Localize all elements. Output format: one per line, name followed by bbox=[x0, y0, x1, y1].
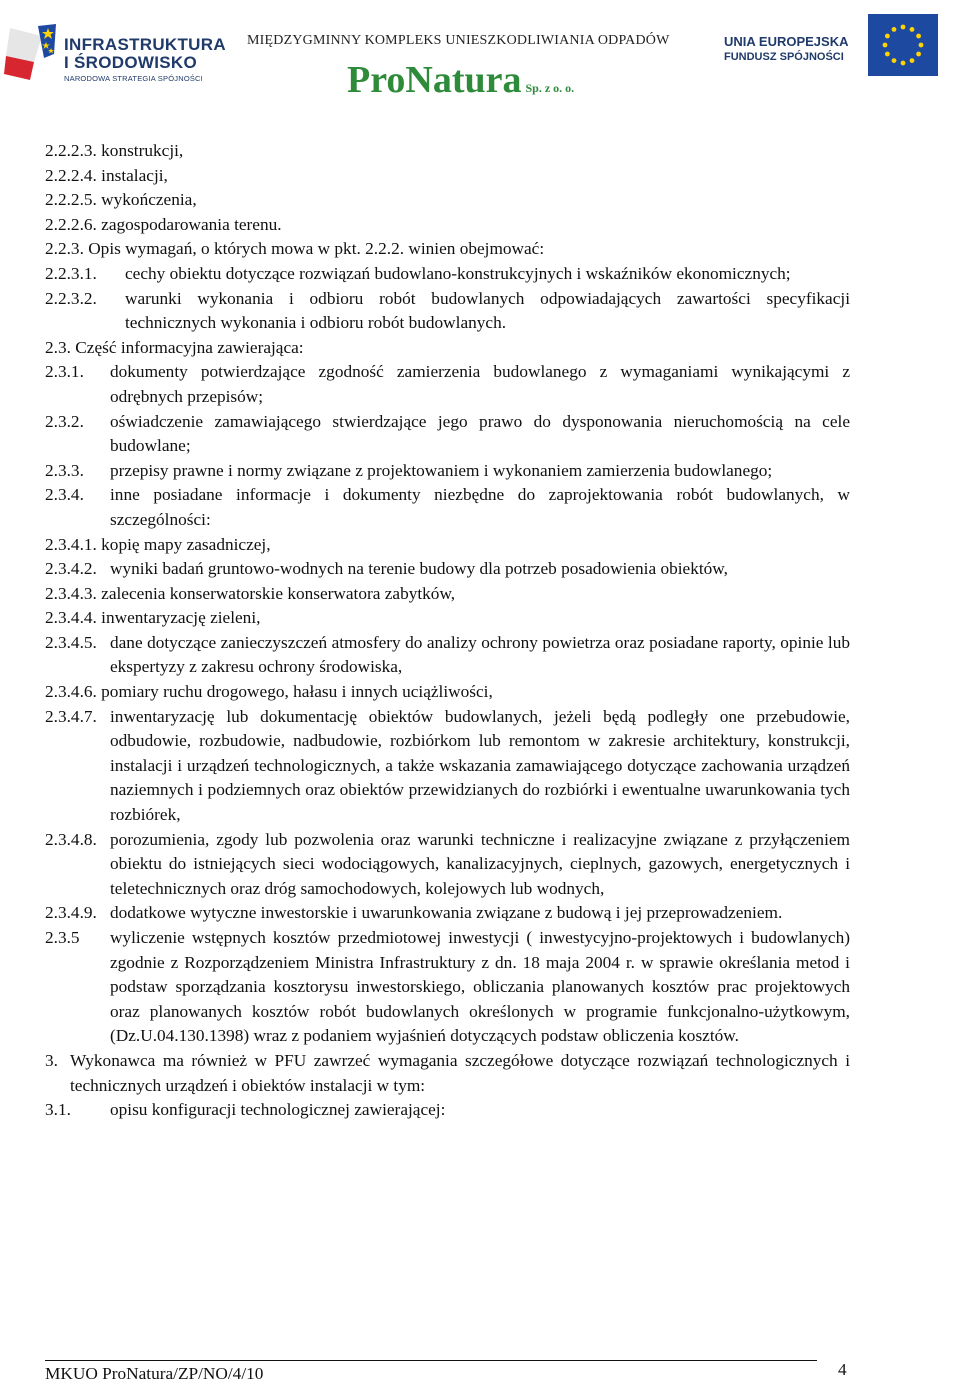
item-text: dane dotyczące zanieczyszczeń atmosfery do analizy ochrony powietrza oraz posiadane raporty, opinie lub ekspertyzy z zakresu ochrony środowiska, bbox=[110, 632, 850, 677]
item-number: 2.3.4. bbox=[45, 485, 89, 505]
list-item bbox=[45, 901, 850, 926]
brand-name: ProNatura bbox=[347, 59, 522, 101]
logo-line-3: NARODOWA STRATEGIA SPÓJNOŚCI bbox=[64, 74, 203, 83]
logo-line-1: INFRASTRUKTURA bbox=[64, 35, 226, 54]
item-text: 2.3.4.6. pomiary ruchu drogowego, hałasu i innych uciążliwości, bbox=[45, 682, 493, 702]
item-text: inwentaryzację lub dokumentację obiektów budowlanych, jeżeli będą podległy one przebudowie, odbudowie, rozbudowie, nadbudowie, rozbiórkom lub remontom w zakresie architektury, konstrukcji, instalacji i urządzeń technologicznych, a także wskazania zamawiającego dotyczące zachowania urządzeń naziemnych i podziemnych oraz obiektów przewidzianych do rozbiórki i ewentualne uwarunkowania tych rozbiórek, bbox=[110, 706, 850, 825]
item-text: 2.2.2.6. zagospodarowania terenu. bbox=[45, 214, 282, 234]
list-item bbox=[45, 1049, 850, 1098]
list-item bbox=[45, 828, 850, 902]
item-text: wyliczenie wstępnych kosztów przedmiotowej inwestycji ( inwestycyjno-projektowych i budowlanych) zgodnie z Rozporządzeniem Ministra Infrastruktury z dn. 18 maja 2004 r. w sprawie określania metod i podstaw sporządzania kosztorysu inwestorskiego, obliczania planowanych kosztów prac projektowych oraz planowanych kosztów robót budowlanych określonych w programie funkcjonalno-użytkowym, (Dz.U.04.130.1398) wraz z podaniem wyjaśnień dotyczących podstaw obliczenia kosztów. bbox=[110, 928, 850, 1046]
document-body bbox=[45, 139, 850, 1123]
item-text: 2.2.2.3. konstrukcji, bbox=[45, 141, 184, 160]
list-item bbox=[45, 631, 850, 680]
item-number: 2.3.4.2. bbox=[45, 559, 102, 579]
section-heading bbox=[45, 336, 850, 361]
item-text: wyniki badań gruntowo-wodnych na terenie budowy dla potrzeb posadowienia obiektów, bbox=[110, 559, 728, 579]
list-item bbox=[45, 287, 850, 336]
page-number: 4 bbox=[838, 1360, 847, 1379]
item-text: dodatkowe wytyczne inwestorskie i uwarunkowania związane z budową i jej przeprowadzeniem. bbox=[110, 903, 783, 923]
item-number: 2.3.2. bbox=[45, 411, 89, 431]
list-item bbox=[45, 557, 850, 582]
list-item bbox=[45, 164, 850, 189]
item-number: 3.1. bbox=[45, 1100, 76, 1120]
item-text: inne posiadane informacje i dokumenty niezbędne do zaprojektowania robót budowlanych, w szczególności: bbox=[110, 485, 850, 529]
item-text: 2.2.2.4. instalacji, bbox=[45, 165, 168, 185]
item-text: cechy obiektu dotyczące rozwiązań budowlano-konstrukcyjnych i wskaźników ekonomicznych; bbox=[125, 263, 791, 283]
item-number: 2.3.4.9. bbox=[45, 903, 102, 923]
list-item bbox=[45, 213, 850, 238]
item-number: 2.2.3.2. bbox=[45, 288, 102, 308]
item-text: 2.3.4.1. kopię mapy zasadniczej, bbox=[45, 534, 271, 554]
item-number: 2.3.4.7. bbox=[45, 706, 102, 726]
list-item bbox=[45, 188, 850, 213]
item-text: oświadczenie zamawiającego stwierdzające jego prawo do dysponowania nieruchomością na cele budowlane; bbox=[110, 411, 850, 456]
item-number: 2.3.3. bbox=[45, 460, 89, 480]
list-item bbox=[45, 606, 850, 631]
item-number: 2.3.4.5. bbox=[45, 632, 102, 652]
item-number: 2.3.4.8. bbox=[45, 829, 102, 849]
header-title: MIĘDZYGMINNY KOMPLEKS UNIESZKODLIWIANIA ODPADÓW bbox=[247, 33, 670, 48]
list-item bbox=[45, 705, 850, 828]
list-item bbox=[45, 410, 850, 459]
item-text: opisu konfiguracji technologicznej zawierającej: bbox=[110, 1100, 446, 1120]
brand-suffix: Sp. z o. o. bbox=[525, 81, 575, 95]
footer-divider bbox=[45, 1360, 817, 1361]
infrastruktura-srodowisko-logo bbox=[4, 14, 226, 90]
list-item bbox=[45, 360, 850, 409]
footer-doc-ref: MKUO ProNatura/ZP/NO/4/10 bbox=[45, 1364, 264, 1383]
item-text: warunki wykonania i odbioru robót budowlanych odpowiadających zawartości specyfikacji technicznych wykonania i odbioru robót budowlanych. bbox=[125, 288, 850, 333]
list-item bbox=[45, 262, 850, 287]
item-text: przepisy prawne i normy związane z projektowaniem i wykonaniem zamierzenia budowlanego; bbox=[110, 460, 773, 480]
item-text: 2.2.3. Opis wymagań, o których mowa w pkt. 2.2.2. winien obejmować: bbox=[45, 239, 545, 259]
item-text: Wykonawca ma również w PFU zawrzeć wymagania szczegółowe dotyczące rozwiązań technologicznych i technicznych urządzeń i obiektów instalacji w tym: bbox=[70, 1050, 850, 1095]
list-item bbox=[45, 237, 850, 262]
item-text: dokumenty potwierdzające zgodność zamierzenia budowlanego z wymaganiami wynikającymi z odrębnych przepisów; bbox=[110, 362, 850, 406]
list-item bbox=[45, 459, 850, 484]
item-text: porozumienia, zgody lub pozwolenia oraz warunki techniczne i realizacyjne związane z przyłączeniem obiektu do istniejących sieci wodociągowych, kanalizacyjnych, cieplnych, gazowych, energetycznych i teletechnicznych oraz dróg samochodowych, kolejowych lub wodnych, bbox=[110, 829, 850, 898]
eu-line-2: FUNDUSZ SPÓJNOŚCI bbox=[724, 51, 844, 63]
list-item bbox=[45, 680, 850, 705]
eu-line-1: UNIA EUROPEJSKA bbox=[724, 34, 849, 49]
item-number: 3. bbox=[45, 1050, 63, 1070]
list-item bbox=[45, 1098, 850, 1123]
item-number: 2.3.5 bbox=[45, 928, 84, 947]
item-text: 2.3.4.4. inwentaryzację zieleni, bbox=[45, 608, 261, 628]
item-text: 2.3.4.3. zalecenia konserwatorskie konserwatora zabytków, bbox=[45, 583, 456, 603]
item-number: 2.3.1. bbox=[45, 362, 89, 382]
list-item bbox=[45, 483, 850, 532]
eu-flag-icon bbox=[868, 14, 938, 76]
logo-line-2: I ŚRODOWISKO bbox=[64, 53, 197, 72]
list-item bbox=[45, 926, 850, 1049]
list-item bbox=[45, 139, 850, 164]
list-item bbox=[45, 582, 850, 607]
poland-flag-star-emblem-icon bbox=[4, 22, 58, 86]
unia-europejska-logo bbox=[700, 14, 958, 94]
item-number: 2.2.3.1. bbox=[45, 263, 102, 283]
item-text: 2.3. Część informacyjna zawierająca: bbox=[45, 337, 304, 357]
page-header bbox=[0, 0, 960, 100]
item-text: 2.2.2.5. wykończenia, bbox=[45, 190, 197, 210]
list-item bbox=[45, 533, 850, 558]
pronatura-brand bbox=[347, 58, 574, 102]
